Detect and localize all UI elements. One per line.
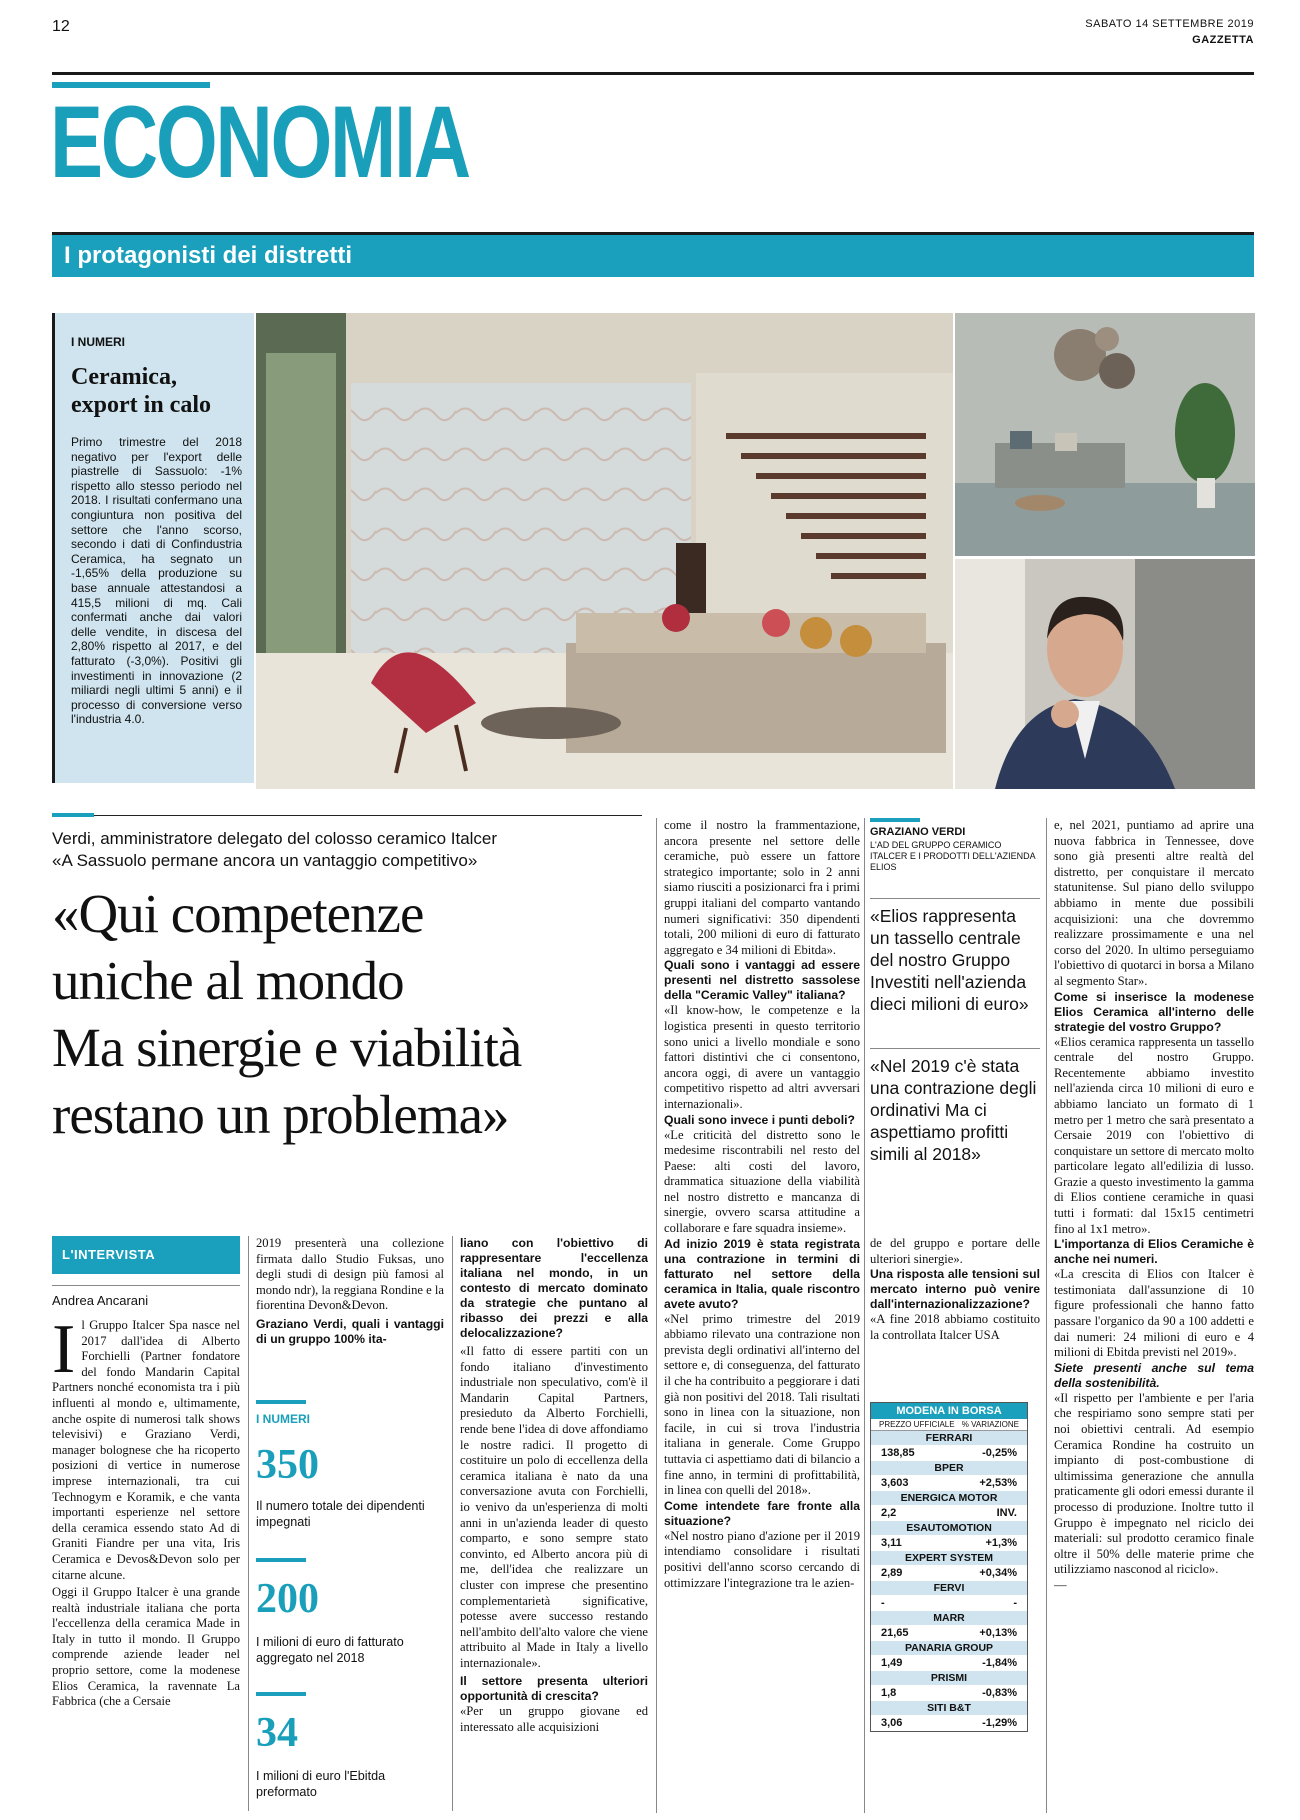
- portrait-photo: [955, 559, 1255, 789]
- numbers-sidebox: [52, 313, 254, 783]
- column-rule: [864, 818, 865, 1813]
- stock-price: 2,89: [881, 1567, 903, 1579]
- stock-price: 3,11: [881, 1537, 902, 1549]
- portrait-illustration: [955, 559, 1255, 789]
- number-value: 34: [256, 1710, 298, 1756]
- answer-4: «Le criticità del distretto sono le medesime riscontrabili nel resto del Paese: alti costi del lavoro, drammatica situazione della viabilità nel nostro distretto e mancanza di sinergie, ovvero scarsa attitudine a collaborare e fare squadra insieme».: [664, 1127, 860, 1236]
- stock-price: 2,2: [881, 1507, 897, 1519]
- stock-change: -0,83%: [982, 1687, 1017, 1699]
- sidebox-body: Primo trimestre del 2018 negativo per l'export delle piastrelle di Sassuolo: -1% rispetto allo stesso periodo nel 2018. I risultati confermano una congiuntura non positiva del settore che l'anno scorso, secondo i dati di Confindustria Ceramica, ha segnato un -1,65% della produzione su base annuale attestandosi a 415,5 milioni di mq. Cali confermati anche dai valori delle vendite, in discesa del 2,80% rispetto al 2017, e del fatturato (-3,0%). Positivi gli investimenti in innovazione (2 miliardi negli ultimi 5 anni) e il processo di conversione verso l'industria 4.0.: [71, 435, 242, 727]
- pull-quote-1: «Elios rappresenta un tassello centrale del nostro Gruppo Investiti nell'azienda dieci milioni di euro»: [870, 898, 1040, 1015]
- kicker-line-2: «A Sassuolo permane ancora un vantaggio competitivo»: [52, 851, 478, 870]
- living-room-photo: [955, 313, 1255, 556]
- question-10: Siete presenti anche sul tema della sostenibilità.: [1054, 1360, 1254, 1390]
- headline-line-4: restano un problema»: [52, 1084, 509, 1145]
- stock-name: EXPERT SYSTEM: [871, 1551, 1027, 1565]
- section-band-label: I protagonisti dei distretti: [64, 242, 353, 269]
- column-4: [664, 818, 860, 1814]
- stock-row: [871, 1641, 1027, 1671]
- column-4-text: come il nostro la frammentazione, ancora presente nel settore delle ceramiche, può essere un fattore strategico importante; solo in 2 anni siamo riusciti a posizionarci fra i primi gruppi italiani del comparto vantando numeri significativi: 350 dipendenti totali, 200 milioni di euro di fatturato aggregato e 34 milioni di Ebitda».: [664, 818, 860, 957]
- stock-table-header: [871, 1419, 1027, 1431]
- number-desc: I milioni di euro di fatturato aggregato nel 2018: [256, 1635, 404, 1665]
- stock-change: +0,13%: [979, 1627, 1017, 1639]
- headline-line-2: uniche al mondo: [52, 950, 404, 1011]
- question-9: L'importanza di Elios Ceramiche è anche nei numeri.: [1054, 1237, 1254, 1267]
- stock-price: 21,65: [881, 1627, 909, 1639]
- column-2: [256, 1236, 444, 1347]
- column-rule: [248, 1236, 249, 1811]
- column-3: [460, 1236, 648, 1814]
- stock-change: INV.: [996, 1507, 1017, 1519]
- stock-name: MARR: [871, 1611, 1027, 1625]
- column-2-text: 2019 presenterà una collezione firmata dallo Studio Fuksas, uno degli studi di design più famosi al mondo ndr), la reggiana Rondine e la fiorentina Devon&Devon.: [256, 1236, 444, 1313]
- numbers-label: I NUMERI: [256, 1412, 310, 1426]
- stock-price: -: [881, 1597, 885, 1609]
- date-line: [1085, 16, 1254, 48]
- answer-5: «Nel primo trimestre del 2019 abbiamo rilevato una contrazione non prevista degli ordinativi all'interno del settore e, di conseguenza, del fatturato il che ha contribuito a peggiorare i dati già non positivi del 2018. Tali risultati sono in linea con la situazione, non facile, in cui si trova l'industria italiana in generale. Come Gruppo tuttavia ci aspettiamo dati di bilancio a fine anno, in termini di profittabilità, in linea con quelli del 2018».: [664, 1311, 860, 1498]
- stock-change: +0,34%: [979, 1567, 1017, 1579]
- stock-row: [871, 1521, 1027, 1551]
- column-3-text-b: «Per un gruppo giovane ed interessato alle acquisizioni: [460, 1704, 648, 1735]
- stock-change: +2,53%: [979, 1477, 1017, 1489]
- sidebox-label: I NUMERI: [71, 335, 125, 349]
- interview-tag: L'INTERVISTA: [52, 1236, 240, 1274]
- stock-change: -0,25%: [982, 1447, 1017, 1459]
- answer-8: «Elios ceramica rappresenta un tassello centrale del nostro Gruppo. Recentemente abbiamo investito nell'azienda circa 10 milioni di euro e abbiamo lanciato un formato di 1 metro per 1 metro che sarà presentato a Cersaie 2019 con l'obiettivo di conquistare un settore di mercato molto particolare legato all'edilizia di lusso. Grazie a questo investimento la gamma di Elios contiene ceramiche in quasi tutti i formati: dal 15x15 centimetri fino al 1x1 metro».: [1054, 1034, 1254, 1236]
- stock-name: ESAUTOMOTION: [871, 1521, 1027, 1535]
- photo-caption: [870, 818, 1040, 873]
- answer-9: «La crescita di Elios con Italcer è testimoniata dall'assunzione di 10 figure professionali che hanno fatto passare l'organico da 90 a 100 addetti e dai numeri: 24 milioni di euro e 4 milioni di Ebitda previsti nel 2019».: [1054, 1267, 1254, 1360]
- stock-name: ENERGICA MOTOR: [871, 1491, 1027, 1505]
- column-1-text-b: Oggi il Gruppo Italcer è una grande realtà industriale italiana che porta l'eccellenza della ceramica Made in Italy in tutto il mondo. Il Gruppo comprende aziende leader nel proprio settore, come la modenese Elios Ceramica, la ravennate La Fabbrica (che a Cersaie: [52, 1585, 240, 1709]
- page-number: 12: [52, 18, 70, 35]
- stock-name: PRISMI: [871, 1671, 1027, 1685]
- stock-change: +1,3%: [985, 1537, 1017, 1549]
- number-desc: Il numero totale dei dipendenti impegnati: [256, 1499, 425, 1529]
- numbers-accent: [256, 1558, 306, 1562]
- numbers-box: [256, 1400, 444, 1800]
- interior-photo: [256, 313, 953, 789]
- question-7: Una risposta alle tensioni sul mercato interno può venire dall'internazionalizzazione?: [870, 1267, 1040, 1312]
- stock-name: FERVI: [871, 1581, 1027, 1595]
- stock-name: FERRARI: [871, 1431, 1027, 1445]
- kicker: [52, 816, 642, 872]
- question-1: Graziano Verdi, quali i vantaggi di un gruppo 100% ita-: [256, 1316, 444, 1346]
- question-8: Come si inserisce la modenese Elios Ceramica all'interno delle strategie del vostro Gruppo?: [1054, 989, 1254, 1034]
- stock-row: [871, 1431, 1027, 1461]
- number-value: 350: [256, 1442, 319, 1488]
- column-6-text: e, nel 2021, puntiamo ad aprire una nuova fabbrica in Tennessee, dove sono già presenti altre realtà del distretto, per conquistare il mercato statunitense. Sul piano dello sviluppo abbiamo in mente due possibili acquisizioni: una che dovremmo realizzare prossimamente e una nel corso del 2020. In ultimo perseguiamo l'obiettivo di quotarci in borsa a Milano al segmento Star».: [1054, 818, 1254, 988]
- stock-price: 1,49: [881, 1657, 903, 1669]
- stock-row: [871, 1611, 1027, 1641]
- stock-row: [871, 1671, 1027, 1701]
- stock-row: [871, 1581, 1027, 1611]
- author: Andrea Ancarani: [52, 1293, 149, 1308]
- drop-cap: I: [52, 1318, 76, 1388]
- question-4: Quali sono invece i punti deboli?: [664, 1112, 855, 1127]
- answer-10: «Il rispetto per l'ambiente e per l'aria che respiriamo sono sempre stati per noi obiettivi centrali. Ad esempio Ceramica Rondine ha costruito un impianto di post-combustione di ultimissima generazione che annulla praticamente gli odori emessi durante il processo di produzione. Inoltre tutto il Gruppo è impegnato nel riciclo dei materiali: sul prodotto ceramico finale oltre il 50% delle materie prime che utilizziamo nasconod al riciclo».: [1054, 1390, 1254, 1577]
- column-rule: [1046, 818, 1047, 1813]
- column-rule: [452, 1236, 453, 1811]
- question-2: Il settore presenta ulteriori opportunità di crescita?: [460, 1674, 648, 1704]
- stock-price: 138,85: [881, 1447, 915, 1459]
- newspaper-name: GAZZETTA: [1192, 34, 1254, 46]
- stock-price: 3,06: [881, 1717, 903, 1729]
- stock-row: [871, 1491, 1027, 1521]
- header-rule: [52, 72, 1254, 75]
- column-5: [870, 1236, 1040, 1343]
- caption-name: GRAZIANO VERDI: [870, 826, 966, 838]
- stock-row: [871, 1461, 1027, 1491]
- number-desc: I milioni di euro l'Ebitda preformato: [256, 1769, 386, 1799]
- stock-table-title: MODENA IN BORSA: [871, 1403, 1027, 1419]
- number-value: 200: [256, 1576, 319, 1622]
- stock-name: BPER: [871, 1461, 1027, 1475]
- headline-line-3: Ma sinergie e viabilità: [52, 1017, 522, 1078]
- answer-7: «A fine 2018 abbiamo costituito la controllata Italcer USA: [870, 1312, 1040, 1342]
- column-5-text: de del gruppo e portare delle ulteriori sinergie».: [870, 1236, 1040, 1266]
- question-1-cont: liano con l'obiettivo di rappresentare l'eccellenza italiana nel mondo, in un contesto di mercato dominato da strategie che puntano al ribasso dei prezzi e alla delocalizzazione?: [460, 1236, 648, 1340]
- date: SABATO 14 SETTEMBRE 2019: [1085, 18, 1254, 30]
- pull-quote-2: «Nel 2019 c'è stata una contrazione degli ordinativi Ma ci aspettiamo profitti simili al 2018»: [870, 1048, 1040, 1165]
- caption-role: L'AD DEL GRUPPO CERAMICO ITALCER E I PRODOTTI DELL'AZIENDA ELIOS: [870, 840, 1036, 872]
- section-band: [52, 232, 1254, 277]
- stock-name: PANARIA GROUP: [871, 1641, 1027, 1655]
- numbers-accent: [256, 1400, 306, 1404]
- answer-3: «Il know-how, le competenze e la logistica presenti in questo territorio sono unici a livello mondiale e sono fattori distintivi che ci consentono, ancora oggi, di avere un vantaggio competitivo rispetto ad altri avversari internazionali».: [664, 1003, 860, 1111]
- stock-price: 1,8: [881, 1687, 897, 1699]
- column-1: [52, 1318, 240, 1813]
- kicker-line-1: Verdi, amministratore delegato del colosso ceramico Italcer: [52, 829, 498, 848]
- stock-name: SITI B&T: [871, 1701, 1027, 1715]
- stock-table: [870, 1402, 1028, 1732]
- numbers-accent: [256, 1692, 306, 1696]
- column-rule: [656, 818, 657, 1813]
- stock-col-price-header: PREZZO UFFICIALE: [879, 1420, 955, 1429]
- living-room-illustration: [955, 313, 1255, 556]
- stock-col-change-header: % VARIAZIONE: [961, 1420, 1019, 1429]
- end-mark: —: [1054, 1577, 1067, 1592]
- question-6: Come intendete fare fronte alla situazione?: [664, 1498, 860, 1528]
- column-1-text: l Gruppo Italcer Spa nasce nel 2017 dall'idea di Alberto Forchielli (Partner fondatore del fondo Mandarin Capital Partners nonché economista tra i più influenti al mondo e, ultimamente, anche ospite di numerosi talk shows televisivi) e Graziano Verdi, manager bolognese che ha ricoperto posizioni di vertice in numerose imprese internazionali, tra cui Technogym e Koramik, e che vanta importanti esperienze nel settore della ceramica essendo stato Ad di Graniti Fiandre per una vita, Iris Ceramica e Devos&Devon solo per citarne alcune.: [52, 1318, 240, 1582]
- question-3: Quali sono i vantaggi ad essere presenti nel distretto sassolese della "Ceramic Valley" italiana?: [664, 958, 860, 1003]
- stock-change: -1,84%: [982, 1657, 1017, 1669]
- column-6: [1054, 818, 1254, 1814]
- sidebox-title: Ceramica, export in calo: [71, 364, 211, 418]
- question-5: Ad inizio 2019 è stata registrata una contrazione in termini di fatturato nel settore della ceramica in Italia, quale riscontro avete avuto?: [664, 1236, 860, 1311]
- section-title: ECONOMIA: [50, 85, 469, 199]
- caption-accent: [870, 818, 920, 822]
- stock-price: 3,603: [881, 1477, 909, 1489]
- stock-change: -: [1013, 1597, 1017, 1609]
- stock-row: [871, 1701, 1027, 1731]
- headline: [52, 880, 652, 1148]
- stock-row: [871, 1551, 1027, 1581]
- author-rule: [52, 1285, 240, 1286]
- column-3-text: «Il fatto di essere partiti con un fondo italiano d'investimento industriale non speculativo, com'è il Mandarin Capital Partners, presieduto da Alberto Forchielli, rende bene l'idea di dove affondiamo le nostre radici. Il progetto di costituire un polo di eccellenza della ceramica italiana è nato da una conversazione avuta con Forchielli, io venivo da un'esperienza di molti anni in un'azienda leader di questo comparto, e sono sempre stato convinto, ed Alberto ancora più di me, dell'idea che realizzare un cluster con imprese che presentino complementarietà significative, potesse avere successo restando nell'ambito dell'alto valore che viene attribuito al Made in Italy a livello internazionale».: [460, 1344, 648, 1670]
- stock-change: -1,29%: [982, 1717, 1017, 1729]
- interior-illustration: [256, 313, 953, 789]
- headline-line-1: «Qui competenze: [52, 883, 424, 944]
- answer-6: «Nel nostro piano d'azione per il 2019 intendiamo consolidare i risultati positivi dell'anno scorso cercando di ottimizzare l'integrazione tra le azien-: [664, 1528, 860, 1590]
